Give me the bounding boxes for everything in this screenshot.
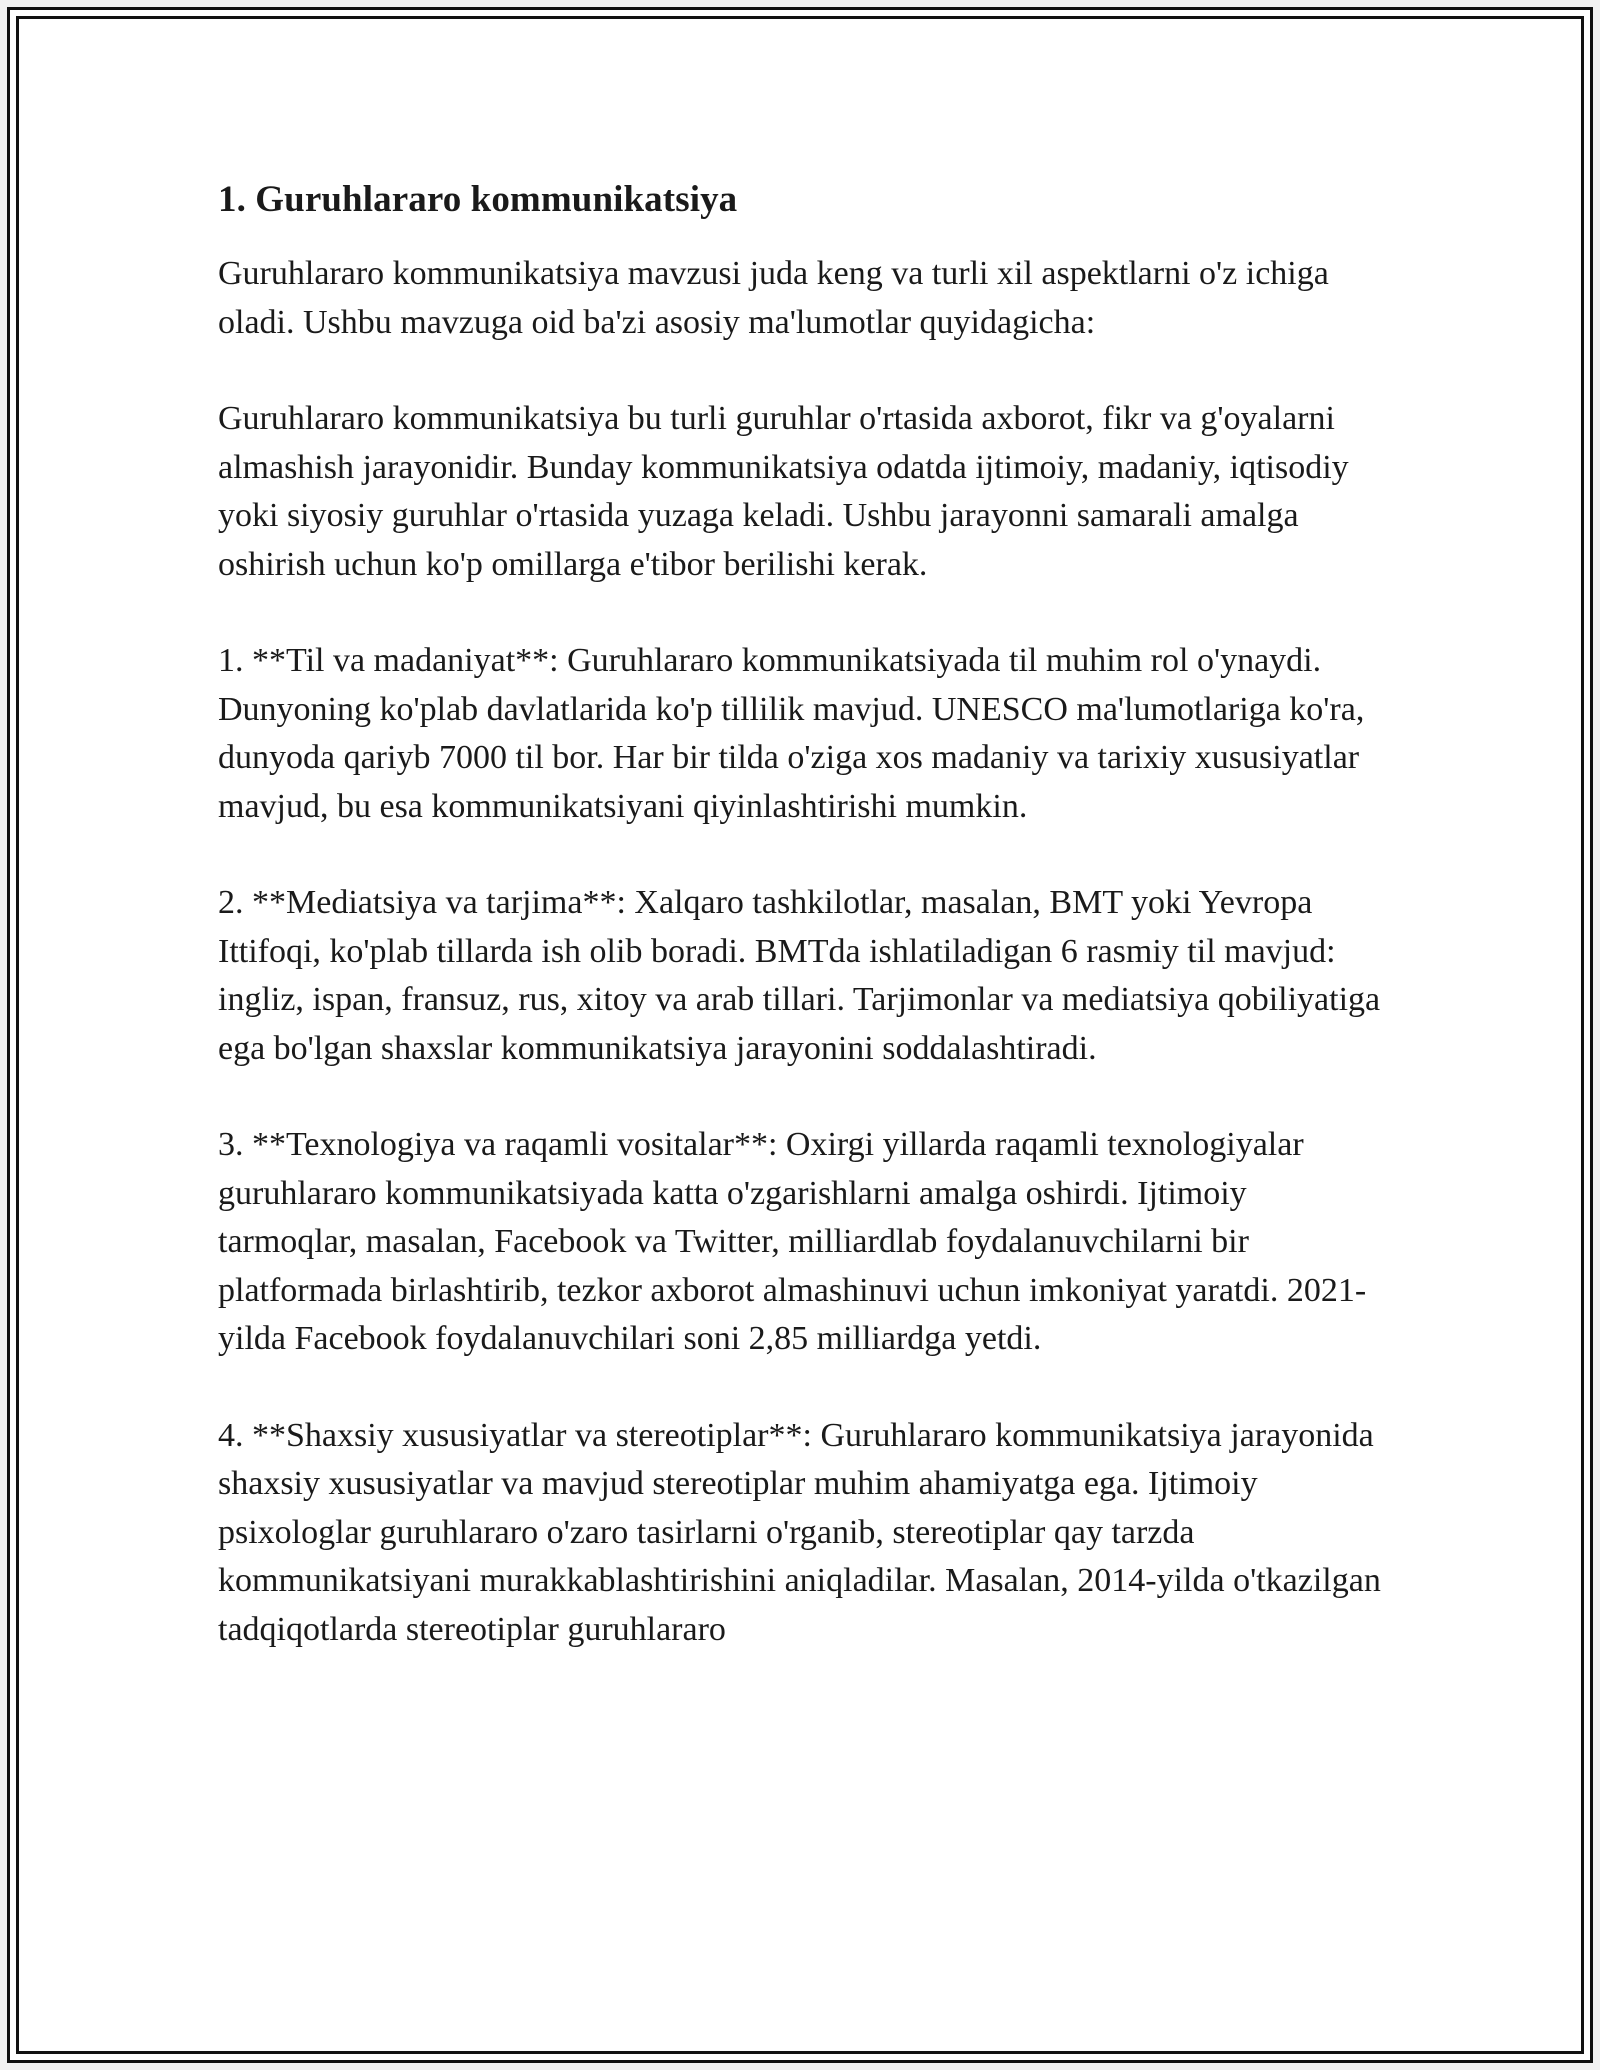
definition-paragraph: Guruhlararo kommunikatsiya bu turli guruhlar o'rtasida axborot, fikr va g'oyalarni almashish jarayonidir. Bunday kommunikatsiya odatda ijtimoiy, madaniy, iqtisodiy yoki siyosiy guruhlar o'rtasida yuzaga keladi. Ushbu jarayonni samarali amalga oshirish uchun ko'p omillarga e'tibor berilishi kerak. [218,400,1349,583]
document-page [218,178,1388,1702]
point-personal-stereotypes: 4. **Shaxsiy xususiyatlar va stereotiplar**: Guruhlararo kommunikatsiya jarayonida shaxsiy xususiyatlar va mavjud stereotiplar muhim ahamiyatga ega. Ijtimoiy psixologlar guruhlararo o'zaro tasirlarni o'rganib, stereotiplar qay tarzda kommunikatsiyani murakkablashtirishini aniqladilar. Masalan, 2014-yilda o'tkazilgan tadqiqotlarda stereotiplar guruhlararo [218,1416,1381,1648]
intro-paragraph: Guruhlararo kommunikatsiya mavzusi juda keng va turli xil aspektlarni o'z ichiga oladi. Ushbu mavzuga oid ba'zi asosiy ma'lumotlar quyidagicha: [218,255,1329,341]
point-mediation-translation: 2. **Mediatsiya va tarjima**: Xalqaro tashkilotlar, masalan, BMT yoki Yevropa Ittifoqi, ko'plab tillarda ish olib boradi. BMTda ishlatiladigan 6 rasmiy til mavjud: ingliz, ispan, fransuz, rus, xitoy va arab tillari. Tarjimonlar va mediatsiya qobiliyatiga ega bo'lgan shaxslar kommunikatsiya jarayonini soddalashtiradi. [218,884,1381,1067]
point-language-culture: 1. **Til va madaniyat**: Guruhlararo kommunikatsiyada til muhim rol o'ynaydi. Dunyoning ko'plab davlatlarida ko'p tillilik mavjud. UNESCO ma'lumotlariga ko'ra, dunyoda qariyb 7000 til bor. Har bir tilda o'ziga xos madaniy va tarixiy xususiyatlar mavjud, bu esa kommunikatsiyani qiyinlashtirishi mumkin. [218,642,1365,825]
section-heading: 1. Guruhlararo kommunikatsiya [218,179,738,220]
point-technology-digital: 3. **Texnologiya va raqamli vositalar**: Oxirgi yillarda raqamli texnologiyalar guruhlararo kommunikatsiyada katta o'zgarishlarni amalga oshirdi. Ijtimoiy tarmoqlar, masalan, Facebook va Twitter, milliardlab foydalanuvchilarni bir platformada birlashtirib, tezkor axborot almashinuvi uchun imkoniyat yaratdi. 2021-yilda Facebook foydalanuvchilari soni 2,85 milliardga yetdi. [218,1126,1367,1358]
